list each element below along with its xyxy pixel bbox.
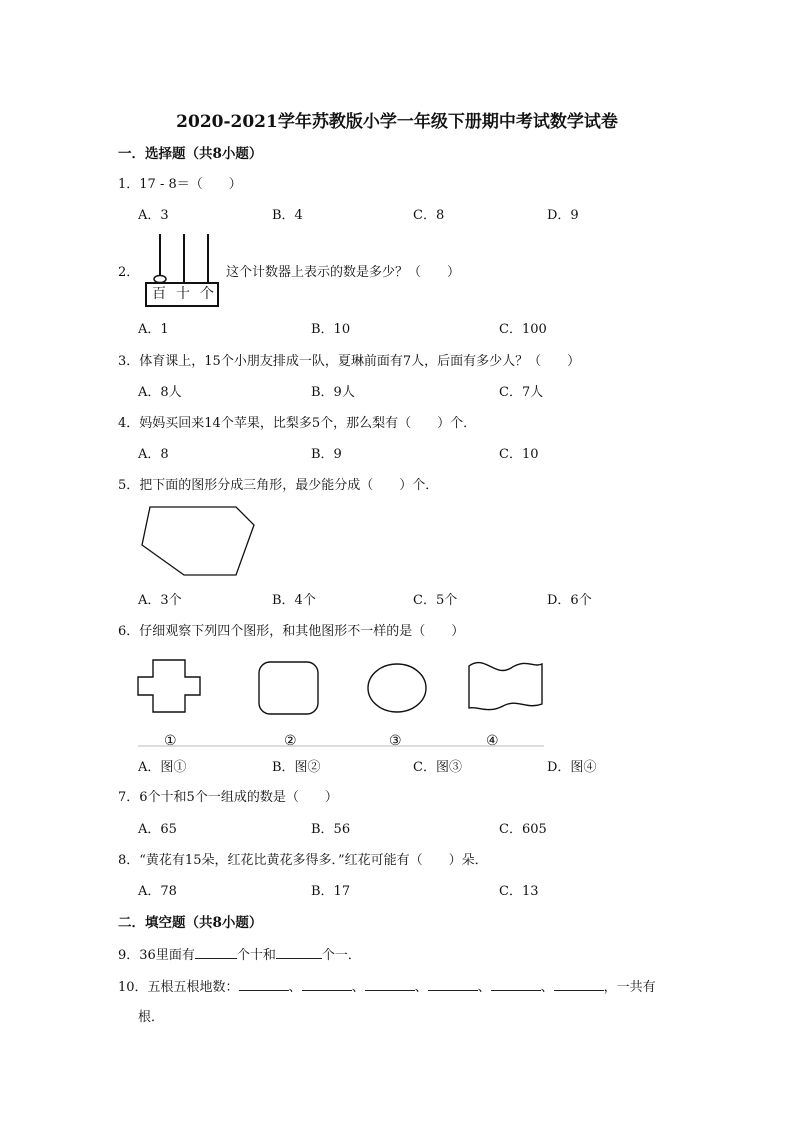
q10-text-2: ，一共有 (603, 980, 656, 995)
q9-blank-ones[interactable] (276, 946, 322, 959)
question-6: 6．仔细观察下列四个图形，和其他图形不一样的是（ ） (118, 624, 465, 639)
q10-sep-5: 、 (540, 980, 554, 995)
question-2: 这个计数器上表示的数是多少？（ ） (226, 265, 461, 280)
q7-option-a[interactable]: A．65 (138, 822, 177, 837)
question-1: 1．17 - 8＝（ ） (118, 177, 242, 192)
abacus-label-tens: 十 (176, 286, 190, 302)
q10-sep-4: 、 (477, 980, 491, 995)
question-4: 4．妈妈买回来14个苹果，比梨多5个，那么梨有（ ）个． (118, 416, 477, 431)
q10-text-3: 根． (138, 1010, 165, 1025)
q1-option-d[interactable]: D．9 (547, 208, 579, 223)
q7-option-c[interactable]: C．605 (499, 822, 547, 837)
q5-option-d[interactable]: D．6个 (547, 593, 592, 608)
question-5: 5．把下面的图形分成三角形，最少能分成（ ）个． (118, 478, 439, 493)
shape-label-4: ④ (486, 733, 499, 749)
exam-title: 2020-2021学年苏教版小学一年级下册期中考试数学试卷 (176, 112, 618, 132)
abacus-label-hundreds: 百 (152, 286, 166, 302)
section-fill-heading: 二．填空题（共8小题） (118, 915, 263, 931)
q2-option-a[interactable]: A．1 (138, 322, 169, 337)
q2-option-b[interactable]: B．10 (311, 322, 351, 337)
q2-option-c[interactable]: C．100 (499, 322, 547, 337)
q10-blank-4[interactable] (428, 978, 478, 991)
q10-blank-5[interactable] (491, 978, 541, 991)
q10-blank-2[interactable] (302, 978, 352, 991)
q1-option-b[interactable]: B．4 (272, 208, 303, 223)
q7-option-b[interactable]: B．56 (311, 822, 351, 837)
q4-option-b[interactable]: B．9 (311, 447, 342, 462)
q6-option-a[interactable]: A．图① (138, 760, 187, 775)
q4-option-a[interactable]: A．8 (138, 447, 169, 462)
question-3: 3．体育课上，15个小朋友排成一队，夏琳前面有7人，后面有多少人？（ ） (118, 354, 581, 369)
q8-option-b[interactable]: B．17 (311, 884, 351, 899)
q9-blank-tens[interactable] (195, 946, 237, 959)
q6-option-c[interactable]: C．图③ (413, 760, 462, 775)
shape-label-2: ② (284, 733, 297, 749)
q10-sep-3: 、 (414, 980, 428, 995)
q1-option-a[interactable]: A．3 (138, 208, 169, 223)
shape-label-3: ③ (389, 733, 402, 749)
q5-option-b[interactable]: B．4个 (272, 593, 316, 608)
q8-option-c[interactable]: C．13 (499, 884, 539, 899)
q10-blank-3[interactable] (365, 978, 415, 991)
q6-option-b[interactable]: B．图② (272, 760, 321, 775)
q8-option-a[interactable]: A．78 (138, 884, 177, 899)
q9-text-3: 个一． (321, 948, 361, 963)
q3-option-a[interactable]: A．8人 (138, 385, 182, 400)
q10-blank-6[interactable] (554, 978, 604, 991)
q10-sep-1: 、 (288, 980, 302, 995)
q5-option-a[interactable]: A．3个 (138, 593, 182, 608)
question-2-number: 2． (118, 265, 140, 280)
q10-sep-2: 、 (351, 980, 365, 995)
q5-option-c[interactable]: C．5个 (413, 593, 458, 608)
shape-label-1: ① (164, 733, 177, 749)
q9-text-1: 9．36里面有 (118, 948, 195, 963)
q3-option-c[interactable]: C．7人 (499, 385, 544, 400)
section-choice-heading: 一．选择题（共8小题） (118, 146, 263, 162)
question-8: 8．“黄花有15朵，红花比黄花多得多．”红花可能有（ ）朵． (118, 853, 488, 868)
question-9 (118, 946, 361, 964)
q10-text-1: 10．五根五根地数： (118, 980, 239, 995)
question-7: 7．6个十和5个一组成的数是（ ） (118, 790, 338, 805)
q6-option-d[interactable]: D．图④ (547, 760, 597, 775)
q4-option-c[interactable]: C．10 (499, 447, 539, 462)
q1-option-c[interactable]: C．8 (413, 208, 445, 223)
hexagon-figure (138, 505, 258, 579)
question-10 (118, 978, 656, 996)
q9-text-2: 个十和 (236, 948, 276, 963)
abacus-label-ones: 个 (200, 286, 214, 302)
q3-option-b[interactable]: B．9人 (311, 385, 355, 400)
q10-blank-1[interactable] (239, 978, 289, 991)
